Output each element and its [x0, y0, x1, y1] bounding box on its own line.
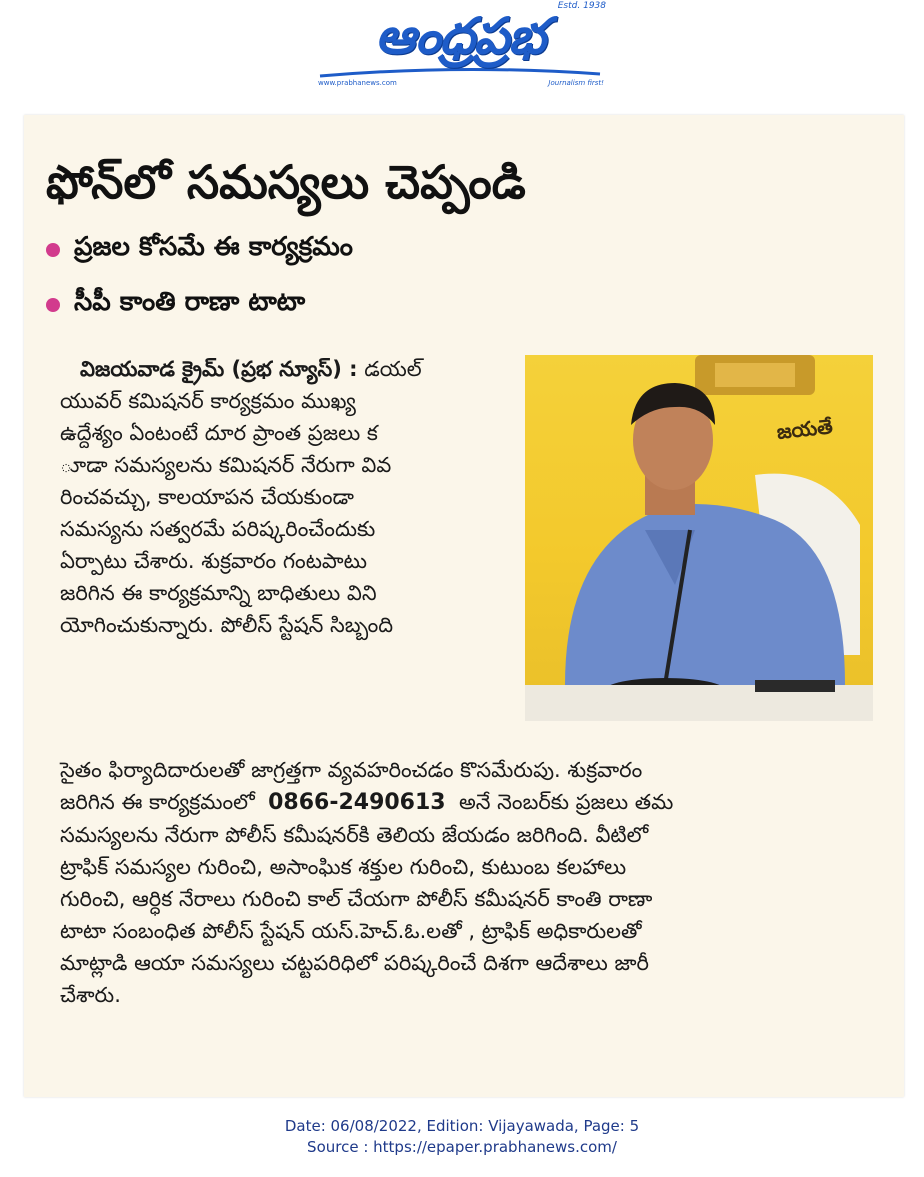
dateline: విజయవాడ క్రైమ్ (ప్రభ న్యూస్) : [80, 357, 358, 381]
body-text: అనే నెంబర్‌కు ప్రజలు తమ [458, 790, 674, 814]
estd-label: Estd. 1938 [557, 1, 606, 11]
body-line: యోగించుకున్నారు. పోలీస్ స్టేషన్ సిబ్బంది [60, 613, 394, 637]
body-line: గురించి, ఆర్ధిక నేరాలు గురించి కాల్ చేయగా పోలీస్ కమీషనర్ కాంతి రాణా [60, 887, 653, 911]
body-line: ూడా సమస్యలను కమిషనర్ నేరుగా వివ [60, 453, 392, 477]
masthead-logo [310, 0, 610, 96]
news-article [24, 115, 904, 1097]
article-photo [525, 355, 873, 721]
article-body-wide [60, 754, 884, 1011]
body-line [60, 786, 884, 819]
body-text: డయల్ [364, 357, 422, 381]
body-text: జరిగిన ఈ కార్యక్రమంలో [60, 790, 255, 814]
body-line: ఏర్పాటు చేశారు. శుక్రవారం గంటపాటు [60, 549, 368, 573]
subhead-text: సీపీ కాంతి రాణా టాటా [74, 287, 306, 317]
body-line: మాట్లాడి ఆయా సమస్యలు చట్టపరిధిలో పరిష్కరించే దిశగా ఆదేశాలు జారీ [60, 951, 649, 975]
phone-number: 0866-2490613 [268, 790, 446, 815]
subhead-bullet [46, 232, 353, 268]
subhead-bullet [46, 287, 305, 323]
body-line: రించవచ్చు, కాలయాపన చేయకుండా [60, 485, 354, 509]
body-line: చేశారు. [60, 983, 121, 1007]
emblem-slogan: జయతే [775, 414, 834, 444]
subhead-text: ప్రజల కోసమే ఈ కార్యక్రమం [74, 232, 353, 262]
body-line: టాటా సంబంధిత పోలీస్ స్టేషన్ యస్.హెచ్.ఓ.లతో , ట్రాఫిక్ అధికారులతో [60, 919, 642, 943]
article-body-narrow [60, 353, 518, 641]
body-line: ఉద్దేశ్యం ఏంటంటే దూర ప్రాంత ప్రజలు క [60, 421, 378, 445]
body-line: ట్రాఫిక్ సమస్యల గురించి, అసాంఘిక శక్తుల గురించి, కుటుంబ కలహాలు [60, 855, 627, 879]
article-headline: ఫోన్‌లో సమస్యలు చెప్పండి [46, 155, 526, 209]
bullet-dot-icon [46, 243, 60, 257]
body-line: సమస్యను సత్వరమే పరిష్కరించేందుకు [60, 517, 376, 541]
site-url: www.prabhanews.com [318, 79, 397, 87]
body-line: యువర్ కమిషనర్ కార్యక్రమం ముఖ్య [60, 389, 356, 413]
body-line [60, 353, 518, 385]
tagline: Journalism first! [548, 79, 604, 87]
bullet-dot-icon [46, 298, 60, 312]
body-line: సైతం ఫిర్యాదిదారులతో జాగ్రత్తగా వ్యవహరించడం కొసమేరుపు. శుక్రవారం [60, 758, 643, 782]
body-line: సమస్యలను నేరుగా పోలీస్ కమీషనర్‌కి తెలియ జేయడం జరిగింది. వీటిలో [60, 823, 649, 847]
official-at-desk-illustration [525, 355, 873, 721]
newspaper-title: ఆంధ్రప్రభ [375, 6, 545, 65]
body-line: జరిగిన ఈ కార్యక్రమాన్ని బాధితులు విని [60, 581, 377, 605]
source-url: Source : https://epaper.prabhanews.com/ [307, 1138, 617, 1156]
edition-info: Date: 06/08/2022, Edition: Vijayawada, Page: 5 [284, 1117, 640, 1135]
